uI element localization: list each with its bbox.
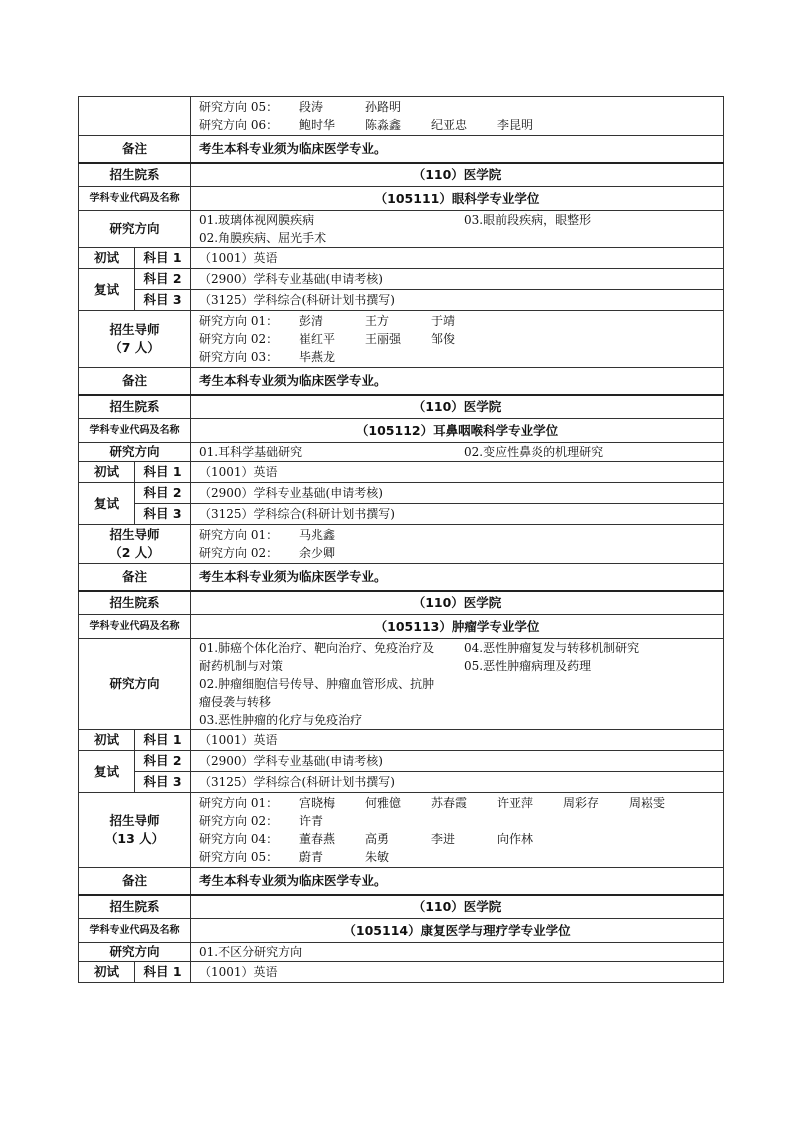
admissions-table (78, 96, 724, 983)
tutor-row (79, 525, 724, 564)
subject1-value: （1001）英语 (191, 962, 724, 983)
major-name: （105113）肿瘤学专业学位 (191, 615, 724, 639)
retest-row (79, 483, 724, 504)
tutor-name: 鲍时华 (299, 118, 336, 132)
direction-list (191, 639, 724, 730)
tutor-line (199, 348, 723, 366)
tutor-name: 何雅億 (365, 796, 402, 810)
major-name: （105114）康复医学与理疗学专业学位 (191, 919, 724, 943)
initial-exam-label: 初试 (79, 962, 135, 983)
retest-row (79, 504, 724, 525)
direction-label: 研究方向 (79, 639, 191, 730)
direction-row (79, 639, 724, 730)
school-name: （110）医学院 (191, 163, 724, 187)
initial-exam-row (79, 962, 724, 983)
major-label: 学科专业代码及名称 (79, 187, 191, 211)
tutor-row (79, 793, 724, 868)
tutor-name: 向作林 (497, 832, 534, 846)
direction-label: 研究方向 (79, 943, 191, 962)
subject3-label: 科目 3 (135, 504, 191, 525)
retest-row (79, 751, 724, 772)
school-name: （110）医学院 (191, 395, 724, 419)
top-tutor-list (191, 97, 724, 136)
remark-text: 考生本科专业须为临床医学专业。 (191, 868, 724, 895)
tutor-direction-label: 研究方向 03： (199, 350, 279, 364)
initial-exam-row (79, 248, 724, 269)
remark-row (79, 368, 724, 395)
subject1-label: 科目 1 (135, 248, 191, 269)
retest-label: 复试 (79, 751, 135, 793)
direction-column-left (199, 943, 464, 961)
tutor-name: 李进 (431, 832, 456, 846)
school-label: 招生院系 (79, 163, 191, 187)
tutor-line (199, 812, 723, 830)
direction-item: 03.恶性肿瘤的化疗与免疫治疗 (199, 713, 363, 727)
major-name: （105112）耳鼻咽喉科学专业学位 (191, 419, 724, 443)
tutor-name: 朱敏 (365, 850, 390, 864)
direction-item: 02.变应性鼻炎的机理研究 (464, 445, 604, 459)
remark-text: 考生本科专业须为临床医学专业。 (191, 564, 724, 591)
subject2-value: （2900）学科专业基础(申请考核) (191, 269, 724, 290)
tutor-label-cell (79, 525, 191, 564)
remark-label: 备注 (79, 368, 191, 395)
remark-text: 考生本科专业须为临床医学专业。 (191, 136, 724, 163)
tutor-list (191, 311, 724, 368)
tutor-count: （2 人） (109, 545, 160, 560)
remark-label: 备注 (79, 868, 191, 895)
direction-column-right (464, 639, 723, 729)
tutor-label-cell (79, 793, 191, 868)
initial-exam-label: 初试 (79, 248, 135, 269)
tutor-line (199, 312, 723, 330)
tutor-name: 纪亚忠 (431, 118, 468, 132)
subject3-value: （3125）学科综合(科研计划书撰写) (191, 772, 724, 793)
subject1-label: 科目 1 (135, 730, 191, 751)
tutor-count: （7 人） (109, 340, 160, 355)
retest-row (79, 290, 724, 311)
direction-list (191, 443, 724, 462)
major-label: 学科专业代码及名称 (79, 615, 191, 639)
tutor-row (79, 311, 724, 368)
tutor-label: 招生导师 (109, 322, 160, 337)
direction-list (191, 211, 724, 248)
direction-column-left (199, 639, 464, 729)
retest-row (79, 269, 724, 290)
school-name: （110）医学院 (191, 895, 724, 919)
tutor-name: 余少卿 (299, 546, 336, 560)
school-row (79, 163, 724, 187)
retest-label: 复试 (79, 269, 135, 311)
subject1-value: （1001）英语 (191, 248, 724, 269)
subject2-label: 科目 2 (135, 483, 191, 504)
school-label: 招生院系 (79, 591, 191, 615)
tutor-direction-label: 研究方向 02： (199, 814, 279, 828)
major-name: （105111）眼科学专业学位 (191, 187, 724, 211)
school-row (79, 591, 724, 615)
tutor-line (199, 116, 723, 134)
direction-row (79, 211, 724, 248)
direction-list (191, 943, 724, 962)
remark-label: 备注 (79, 136, 191, 163)
tutor-direction-label: 研究方向 05： (199, 100, 279, 114)
direction-item: 01.不区分研究方向 (199, 945, 303, 959)
tutor-name: 彭清 (299, 314, 324, 328)
tutor-name: 高勇 (365, 832, 390, 846)
direction-item: 04.恶性肿瘤复发与转移机制研究 (464, 641, 640, 655)
direction-item: 01.肺癌个体化治疗、靶向治疗、免疫治疗及 (199, 641, 435, 655)
tutor-name: 段涛 (299, 100, 324, 114)
remark-label: 备注 (79, 564, 191, 591)
tutor-list (191, 525, 724, 564)
tutor-name: 蔚青 (299, 850, 324, 864)
direction-label: 研究方向 (79, 443, 191, 462)
major-row (79, 187, 724, 211)
subject1-label: 科目 1 (135, 462, 191, 483)
tutor-label-cell (79, 311, 191, 368)
direction-item: 瘤侵袭与转移 (199, 695, 272, 709)
top-tutor-row (79, 97, 724, 136)
subject3-value: （3125）学科综合(科研计划书撰写) (191, 290, 724, 311)
tutor-count: （13 人） (104, 831, 165, 846)
direction-column-right (464, 211, 723, 247)
tutor-name: 于靖 (431, 314, 456, 328)
subject2-label: 科目 2 (135, 269, 191, 290)
tutor-direction-label: 研究方向 05： (199, 850, 279, 864)
direction-columns (199, 211, 723, 247)
tutor-name: 周崧雯 (629, 796, 666, 810)
direction-columns (199, 443, 723, 461)
tutor-label: 招生导师 (109, 813, 160, 828)
tutor-line (199, 544, 723, 562)
tutor-name: 王方 (365, 314, 390, 328)
tutor-line (199, 830, 723, 848)
school-row (79, 895, 724, 919)
tutor-name: 马兆鑫 (299, 528, 336, 542)
tutor-direction-label: 研究方向 01： (199, 528, 279, 542)
initial-exam-label: 初试 (79, 462, 135, 483)
tutor-direction-label: 研究方向 04： (199, 832, 279, 846)
subject1-label: 科目 1 (135, 962, 191, 983)
direction-item: 01.玻璃体视网膜疾病 (199, 213, 315, 227)
retest-label: 复试 (79, 483, 135, 525)
initial-exam-label: 初试 (79, 730, 135, 751)
tutor-line (199, 98, 723, 116)
tutor-name: 毕燕龙 (299, 350, 336, 364)
tutor-name: 许亚萍 (497, 796, 534, 810)
major-row (79, 419, 724, 443)
direction-row (79, 443, 724, 462)
school-row (79, 395, 724, 419)
direction-columns (199, 943, 723, 961)
tutor-line (199, 330, 723, 348)
subject3-label: 科目 3 (135, 772, 191, 793)
tutor-name: 许青 (299, 814, 324, 828)
major-row (79, 615, 724, 639)
subject3-value: （3125）学科综合(科研计划书撰写) (191, 504, 724, 525)
major-label: 学科专业代码及名称 (79, 919, 191, 943)
tutor-name: 苏春霞 (431, 796, 468, 810)
direction-column-left (199, 443, 464, 461)
direction-item: 03.眼前段疾病，眼整形 (464, 213, 592, 227)
tutor-name: 孙路明 (365, 100, 402, 114)
tutor-line (199, 526, 723, 544)
direction-item: 02.角膜疾病、屈光手术 (199, 231, 327, 245)
tutor-name: 王丽强 (365, 332, 402, 346)
remark-row (79, 868, 724, 895)
tutor-name: 李昆明 (497, 118, 534, 132)
top-remark-row (79, 136, 724, 163)
major-label: 学科专业代码及名称 (79, 419, 191, 443)
direction-column-right (464, 443, 723, 461)
top-tutor-label-cell (79, 97, 191, 136)
subject1-value: （1001）英语 (191, 730, 724, 751)
tutor-name: 董春燕 (299, 832, 336, 846)
subject2-value: （2900）学科专业基础(申请考核) (191, 751, 724, 772)
initial-exam-row (79, 730, 724, 751)
tutor-direction-label: 研究方向 01： (199, 314, 279, 328)
direction-label: 研究方向 (79, 211, 191, 248)
direction-column-right (464, 943, 723, 961)
tutor-line (199, 794, 723, 812)
tutor-name: 陈淼鑫 (365, 118, 402, 132)
tutor-name: 宫晓梅 (299, 796, 336, 810)
remark-text: 考生本科专业须为临床医学专业。 (191, 368, 724, 395)
tutor-direction-label: 研究方向 02： (199, 546, 279, 560)
tutor-label: 招生导师 (109, 527, 160, 542)
tutor-direction-label: 研究方向 01： (199, 796, 279, 810)
school-label: 招生院系 (79, 895, 191, 919)
initial-exam-row (79, 462, 724, 483)
subject2-value: （2900）学科专业基础(申请考核) (191, 483, 724, 504)
direction-columns (199, 639, 723, 729)
tutor-name: 邹俊 (431, 332, 456, 346)
tutor-name: 崔红平 (299, 332, 336, 346)
subject1-value: （1001）英语 (191, 462, 724, 483)
remark-row (79, 564, 724, 591)
direction-item: 05.恶性肿瘤病理及药理 (464, 659, 592, 673)
direction-item: 01.耳科学基础研究 (199, 445, 303, 459)
tutor-name: 周彩存 (563, 796, 600, 810)
tutor-direction-label: 研究方向 02： (199, 332, 279, 346)
school-name: （110）医学院 (191, 591, 724, 615)
tutor-line (199, 848, 723, 866)
subject3-label: 科目 3 (135, 290, 191, 311)
school-label: 招生院系 (79, 395, 191, 419)
tutor-list (191, 793, 724, 868)
direction-row (79, 943, 724, 962)
subject2-label: 科目 2 (135, 751, 191, 772)
retest-row (79, 772, 724, 793)
major-row (79, 919, 724, 943)
direction-item: 02.肿瘤细胞信号传导、肿瘤血管形成、抗肿 (199, 677, 435, 691)
direction-column-left (199, 211, 464, 247)
tutor-direction-label: 研究方向 06： (199, 118, 279, 132)
direction-item: 耐药机制与对策 (199, 659, 284, 673)
